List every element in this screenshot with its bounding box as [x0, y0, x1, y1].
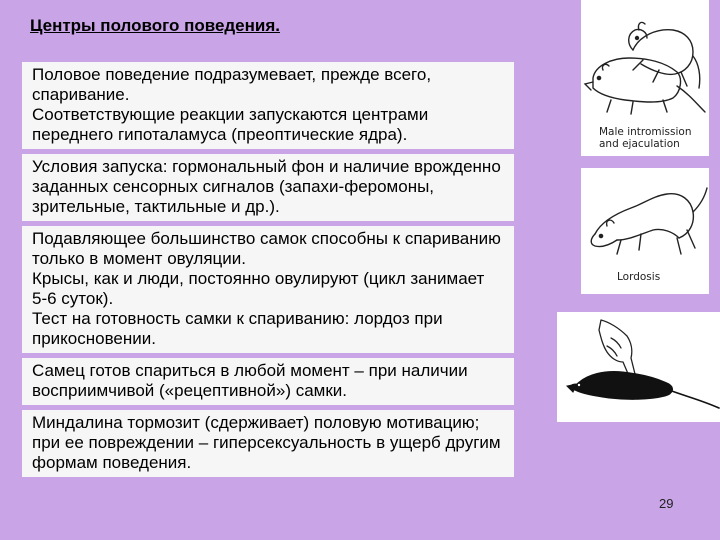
paragraph-trigger-conditions: Условия запуска: гормональный фон и наличие врожденно заданных сенсорных сигналов (запахи-феромоны, зрительные, тактильные и др.).: [22, 154, 514, 221]
figure-touch-test: [557, 312, 720, 422]
page-number: 29: [659, 496, 674, 511]
paragraph-male-readiness: Самец готов спариться в любой момент – при наличии восприимчивой («рецептивной») самки.: [22, 358, 514, 405]
rats-mating-illustration: [581, 0, 709, 124]
figure-intromission: [581, 0, 709, 156]
rat-lordosis-illustration: [581, 168, 709, 268]
text-panel: [22, 62, 514, 482]
intromission-caption: Male intromission and ejaculation: [599, 126, 692, 150]
paragraph-amygdala: Миндалина тормозит (сдерживает) половую мотивацию; при ее повреждении – гиперсексуальность в ущерб другим формам поведения.: [22, 410, 514, 477]
figure-lordosis: [581, 168, 709, 294]
hand-touching-rat-illustration: [557, 312, 720, 422]
paragraph-female-ovulation: Подавляющее большинство самок способны к спариванию только в момент овуляции. Крысы, как и люди, постоянно овулируют (цикл занимает 5-6 суток). Тест на готовность самки к спариванию: лордоз при прикосновении.: [22, 226, 514, 353]
lordosis-caption: Lordosis: [617, 271, 661, 283]
slide-title: Центры полового поведения.: [30, 16, 281, 35]
paragraph-mating: Половое поведение подразумевает, прежде всего, спаривание. Соответствующие реакции запускаются центрами переднего гипоталамуса (преоптические ядра).: [22, 62, 514, 149]
